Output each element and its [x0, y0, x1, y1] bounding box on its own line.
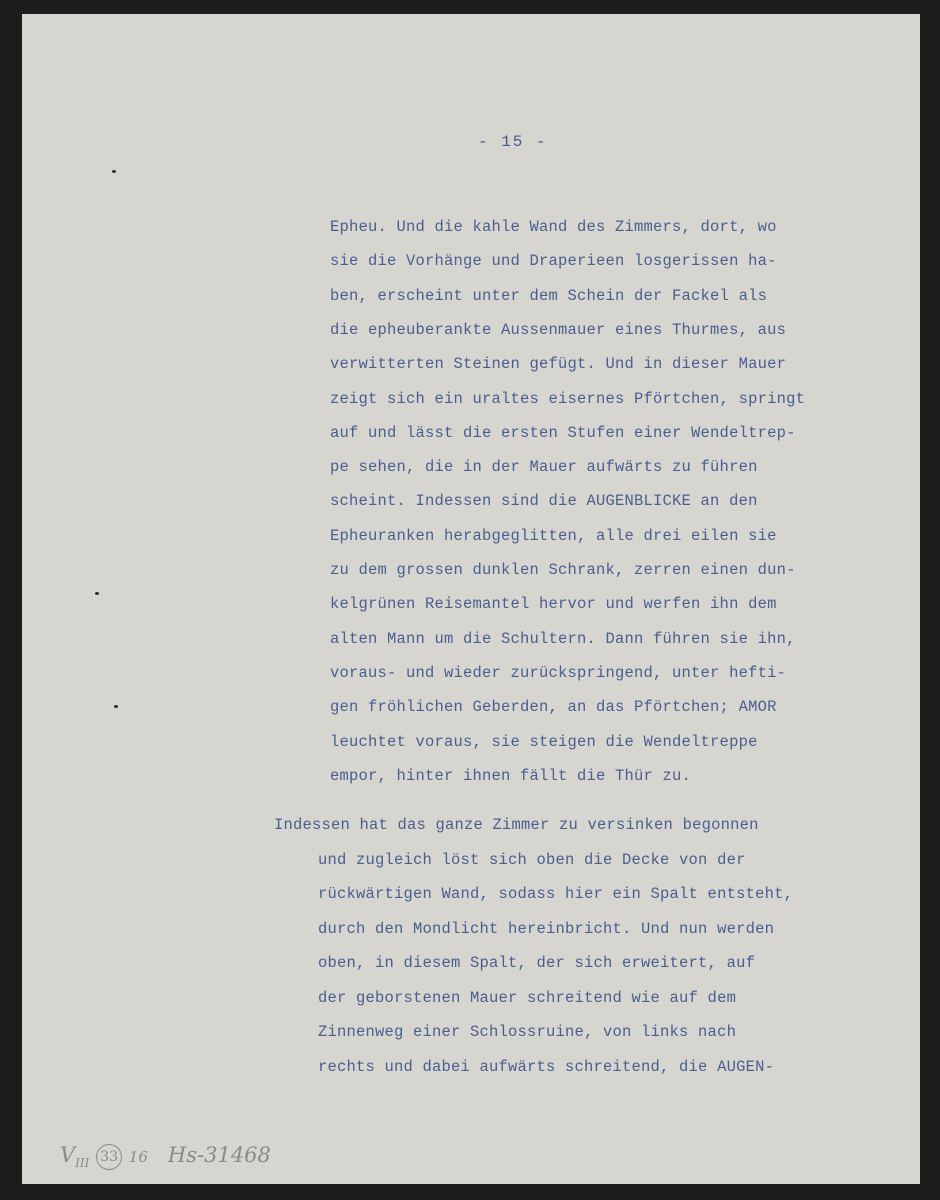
text-line: pe sehen, die in der Mauer aufwärts zu führen	[330, 458, 758, 477]
text-line: verwitterten Steinen gefügt. Und in dieser Mauer	[330, 355, 787, 374]
paper-speck	[114, 705, 118, 708]
text-line: oben, in diesem Spalt, der sich erweitert, auf	[318, 954, 756, 972]
text-line: und zugleich löst sich oben die Decke von der	[318, 850, 746, 869]
catalog-number: Hs-31468	[167, 1143, 271, 1167]
paper-speck	[95, 592, 99, 595]
text-line: sie die Vorhänge und Draperieen losgerissen ha-	[330, 252, 777, 271]
text-line: Zinnenweg einer Schlossruine, von links nach	[318, 1023, 737, 1041]
shelf-mark: V	[60, 1143, 76, 1167]
circled-number: 33	[96, 1144, 122, 1170]
paper-speck	[112, 170, 116, 173]
page-number: - 15 -	[478, 133, 548, 151]
text-line: empor, hinter ihnen fällt die Thür zu.	[330, 766, 692, 785]
text-line: die epheuberankte Aussenmauer eines Thurmes, aus	[330, 320, 787, 339]
text-line: voraus- und wieder zurückspringend, unter hefti-	[330, 663, 787, 682]
text-line: rechts und dabei aufwärts schreitend, die AUGEN-	[318, 1057, 775, 1076]
text-line: scheint. Indessen sind die AUGENBLICKE an den	[330, 492, 758, 511]
text-line: rückwärtigen Wand, sodass hier ein Spalt entsteht,	[318, 885, 794, 903]
text-line: alten Mann um die Schultern. Dann führen sie ihn,	[330, 629, 796, 648]
folio-number: 16	[128, 1148, 148, 1166]
text-line: Epheuranken herabgeglitten, alle drei eilen sie	[330, 526, 777, 545]
text-line: Indessen hat das ganze Zimmer zu versinken begonnen	[274, 816, 759, 834]
text-line: zu dem grossen dunklen Schrank, zerren einen dun-	[330, 561, 796, 579]
text-line: gen fröhlichen Geberden, an das Pförtchen; AMOR	[330, 698, 777, 717]
text-line: auf und lässt die ersten Stufen einer Wendeltrep-	[330, 423, 796, 442]
text-line: Epheu. Und die kahle Wand des Zimmers, dort, wo	[330, 218, 777, 236]
text-line: leuchtet voraus, sie steigen die Wendeltreppe	[330, 732, 758, 751]
archive-pencil-note	[60, 1143, 271, 1170]
text-line: zeigt sich ein uraltes eisernes Pförtchen, springt	[330, 389, 806, 408]
text-line: kelgrünen Reisemantel hervor und werfen ihn dem	[330, 595, 777, 614]
shelf-sub: III	[75, 1156, 90, 1171]
text-line: der geborstenen Mauer schreitend wie auf dem	[318, 988, 737, 1007]
text-line: durch den Mondlicht hereinbricht. Und nun werden	[318, 919, 775, 938]
text-line: ben, erscheint unter dem Schein der Fackel als	[330, 286, 768, 305]
